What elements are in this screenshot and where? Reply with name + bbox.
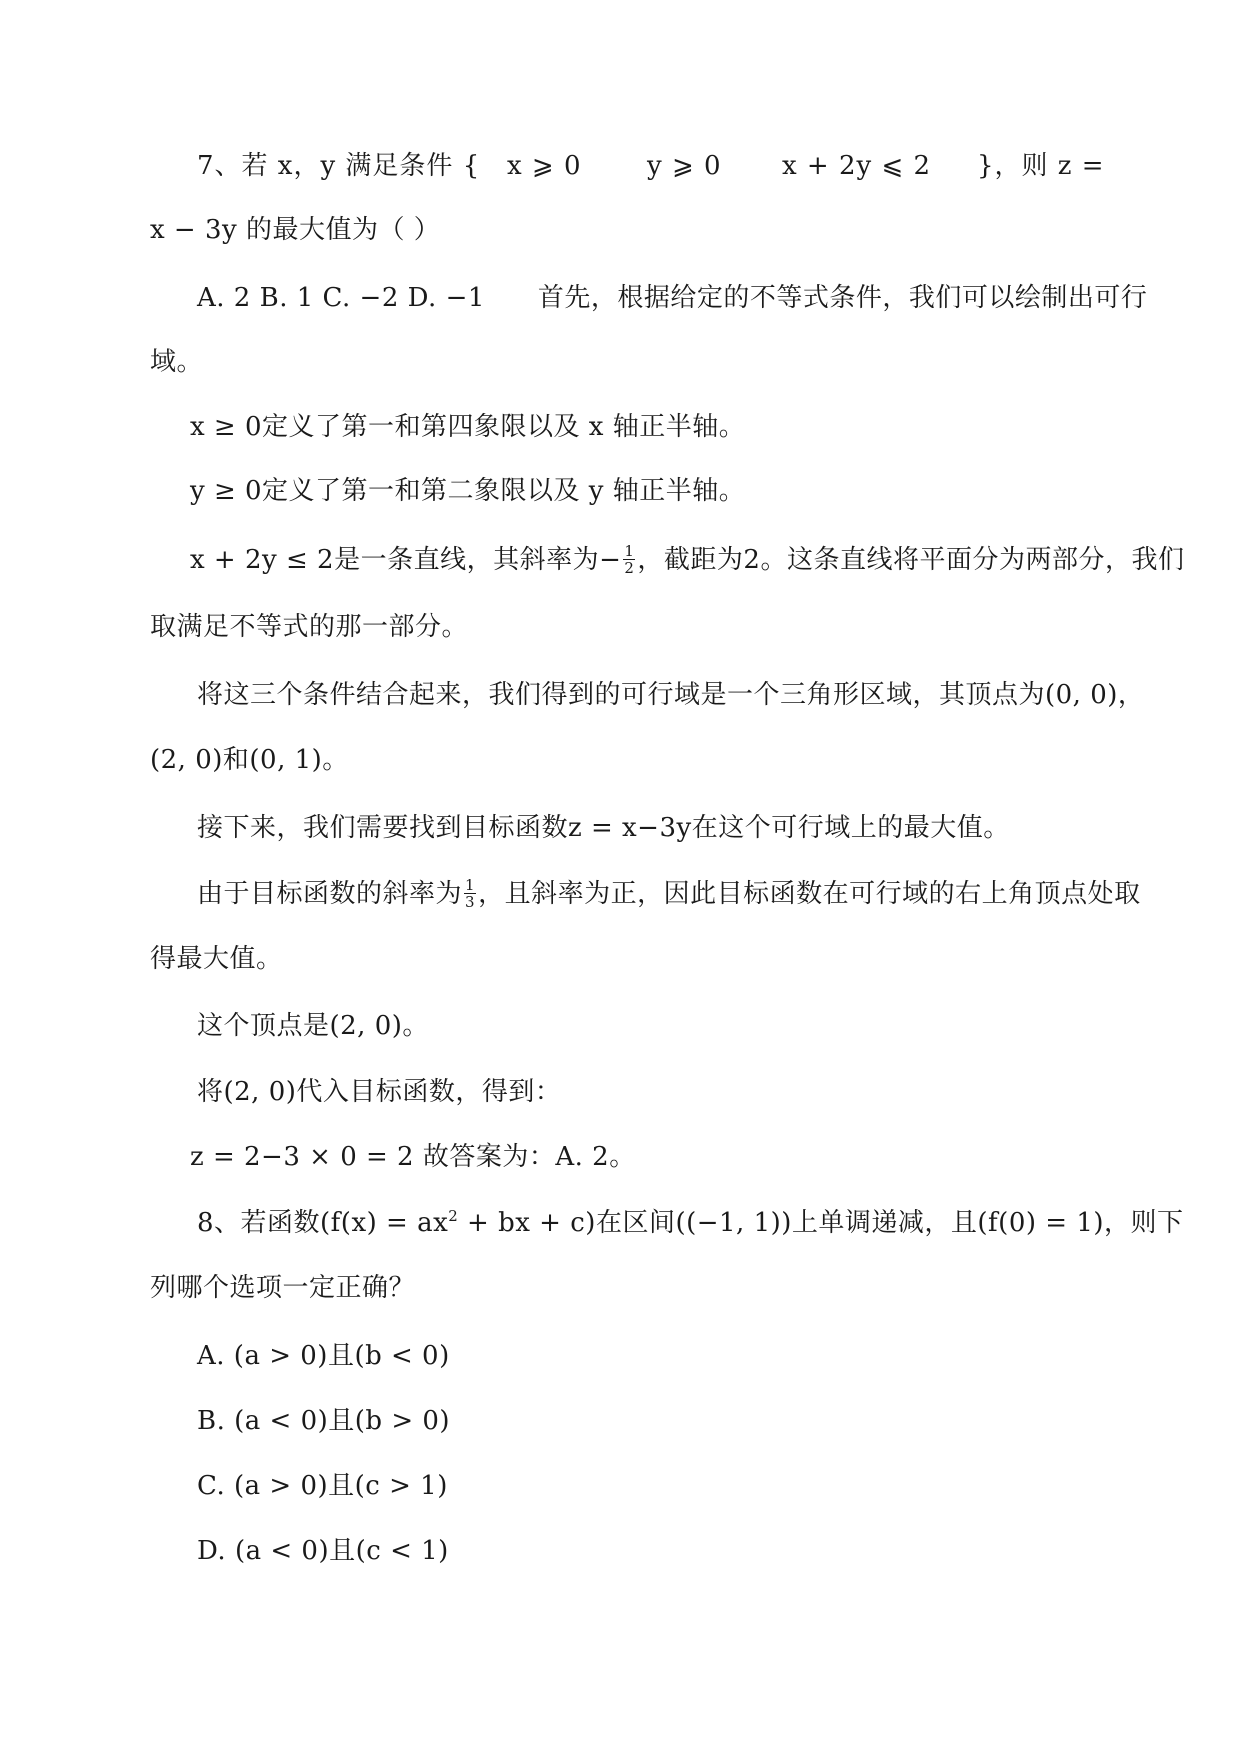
q7-slope-before: 由于目标函数的斜率为	[197, 879, 463, 909]
q8-stem-before: 8、若函数(f(x) = ax	[197, 1208, 449, 1238]
q7-cond-x: x ≥ 0定义了第一和第四象限以及 x 轴正半轴。	[190, 412, 746, 442]
q8-stem	[197, 1203, 1241, 1243]
fraction-denominator: 2	[624, 558, 635, 577]
q7-line-desc	[190, 540, 1241, 580]
q7-answer: z = 2−3 × 0 = 2 故答案为：A. 2。	[190, 1142, 636, 1172]
q7-region: 将这三个条件结合起来，我们得到的可行域是一个三角形区域，其顶点为(0, 0)，	[197, 680, 1145, 710]
q7-vertex: 这个顶点是(2, 0)。	[197, 1011, 429, 1041]
q8-stem-after: + bx + c)在区间((−1, 1))上单调递减，且(f(0) = 1)，则下	[458, 1208, 1184, 1238]
q7-slope-after: ，且斜率为正，因此目标函数在可行域的右上角顶点处取	[478, 879, 1141, 909]
q8-option-d: D. (a < 0)且(c < 1)	[197, 1536, 449, 1566]
q7-options-and-intro: A. 2 B. 1 C. −2 D. −1 首先，根据给定的不等式条件，我们可以绘制出可行	[197, 283, 1148, 313]
fraction-numerator: 1	[465, 875, 476, 894]
q7-stem-line1	[197, 146, 1241, 186]
q7-intro-cont: 域。	[150, 347, 204, 377]
fraction-one-third	[464, 877, 476, 910]
q7-stem-line2: x − 3y 的最大值为（ ）	[150, 215, 441, 245]
q7-line-desc-cont: 取满足不等式的那一部分。	[150, 612, 469, 642]
q8-exponent: 2	[448, 1207, 459, 1225]
q7-prefix: 7、若 x，y 满足条件 {	[197, 151, 481, 181]
fraction-one-half	[623, 543, 635, 576]
q8-option-a: A. (a > 0)且(b < 0)	[197, 1341, 450, 1371]
q7-condition-sum: x + 2y ⩽ 2	[782, 151, 932, 181]
q7-line-desc-after: ，截距为2。这条直线将平面分为两部分，我们	[637, 545, 1185, 575]
q8-option-b: B. (a < 0)且(b > 0)	[197, 1406, 451, 1436]
q8-stem-cont: 列哪个选项一定正确？	[150, 1273, 416, 1303]
q7-substitute: 将(2, 0)代入目标函数，得到：	[197, 1077, 562, 1107]
q7-suffix: }，则 z =	[977, 151, 1105, 181]
q7-condition-y: y ⩾ 0	[647, 151, 722, 181]
q7-slope-cont: 得最大值。	[150, 944, 283, 974]
q8-option-c: C. (a > 0)且(c > 1)	[197, 1471, 448, 1501]
fraction-denominator: 3	[465, 892, 476, 911]
q7-slope	[197, 874, 1241, 914]
q7-cond-y: y ≥ 0定义了第一和第二象限以及 y 轴正半轴。	[190, 476, 746, 506]
fraction-numerator: 1	[624, 541, 635, 560]
q7-objective: 接下来，我们需要找到目标函数z = x−3y在这个可行域上的最大值。	[197, 813, 1010, 843]
q7-condition-x: x ⩾ 0	[507, 151, 582, 181]
q7-line-desc-before: x + 2y ≤ 2是一条直线，其斜率为−	[190, 545, 622, 575]
q7-region-cont: (2, 0)和(0, 1)。	[150, 745, 349, 775]
